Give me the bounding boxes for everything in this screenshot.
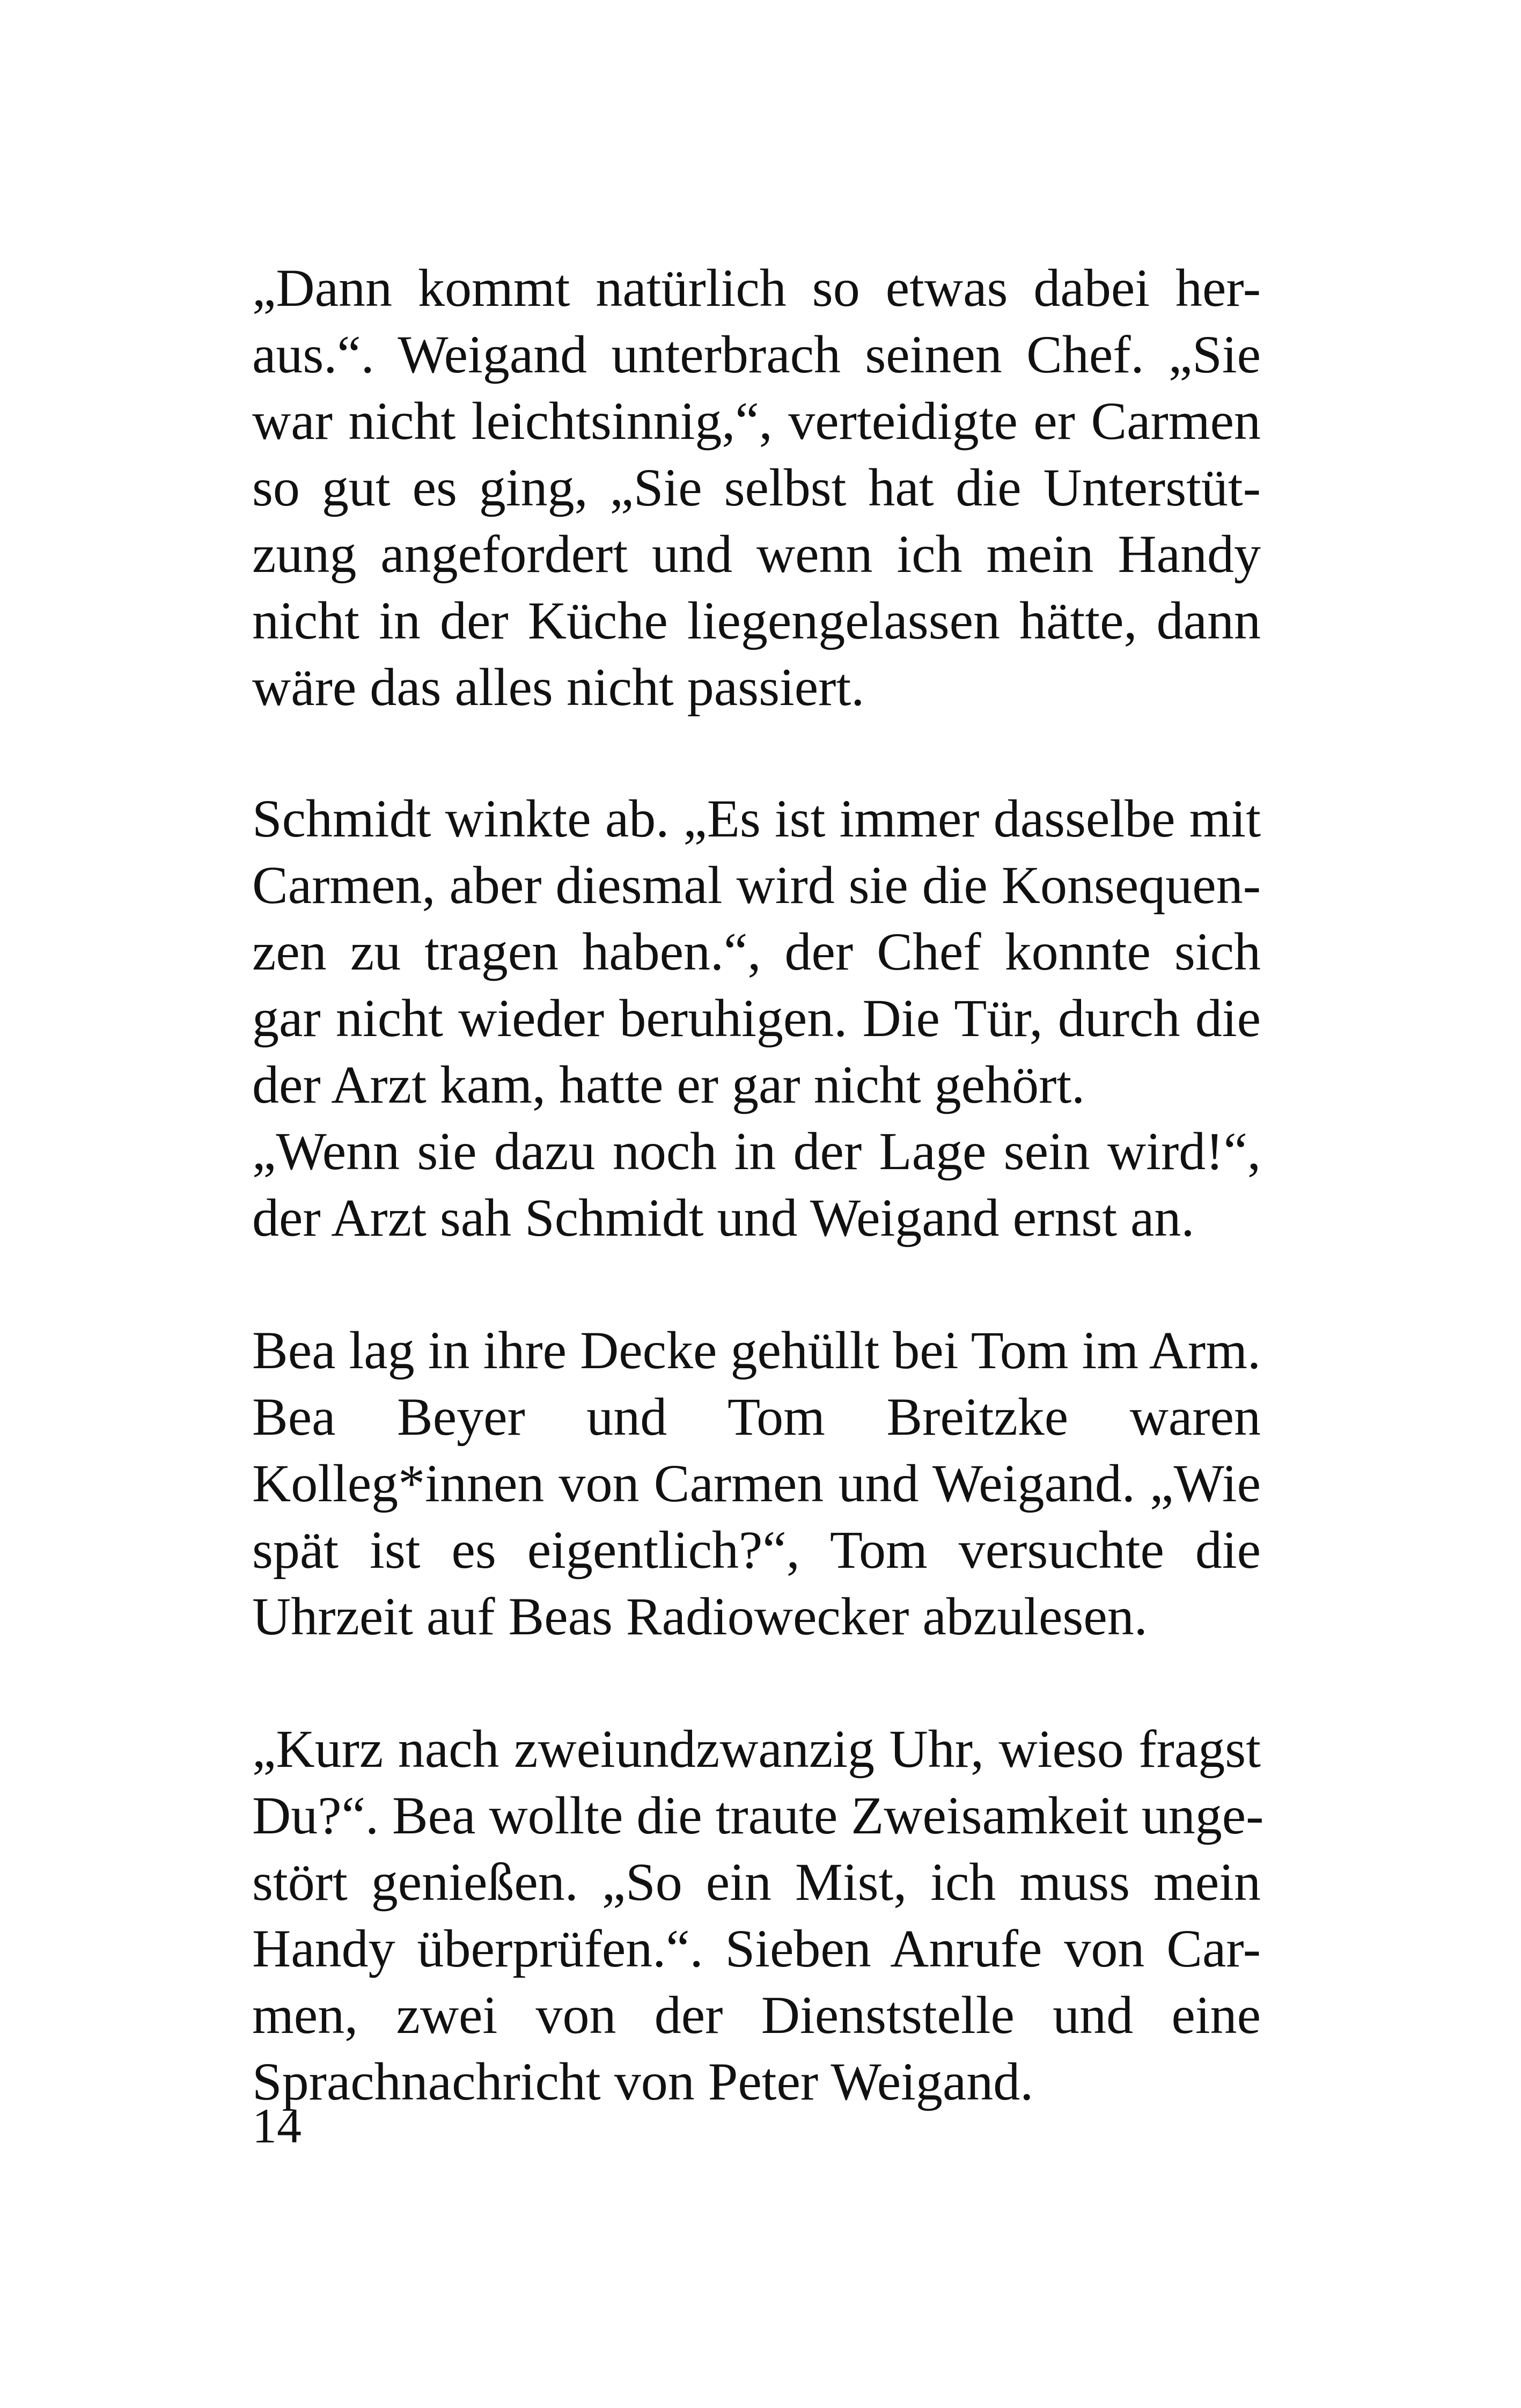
text-line: Carmen, aber diesmal wird sie die Konsequen- <box>252 855 1261 915</box>
text-line: gar nicht wieder beruhigen. Die Tür, durch die <box>252 988 1261 1048</box>
text-line: Handy überprüfen.“. Sieben Anrufe von Car- <box>252 1919 1261 1978</box>
text-line: war nicht leichtsinnig,“, verteidigte er Carmen <box>252 391 1261 451</box>
text-line: men, zwei von der Dienststelle und eine <box>252 1985 1261 2045</box>
text-line: der Arzt sah Schmidt und Weigand ernst an. <box>252 1188 1195 1247</box>
text-line: zung angefordert und wenn ich mein Handy <box>252 524 1261 584</box>
text-line: stört genießen. „So ein Mist, ich muss mein <box>252 1852 1261 1912</box>
text-line: der Arzt kam, hatte er gar nicht gehört. <box>252 1055 1085 1114</box>
text-line: nicht in der Küche liegengelassen hätte, dann <box>252 591 1261 650</box>
text-line: zen zu tragen haben.“, der Chef konnte sich <box>252 922 1261 981</box>
text-line: aus.“. Weigand unterbrach seinen Chef. „Sie <box>252 325 1261 384</box>
text-line: wäre das alles nicht passiert. <box>252 657 865 717</box>
text-line: Schmidt winkte ab. „Es ist immer dasselbe mit <box>252 789 1261 848</box>
text-line: Bea lag in ihre Decke gehüllt bei Tom im Arm. <box>252 1320 1261 1380</box>
text-line: Uhrzeit auf Beas Radiowecker abzulesen. <box>252 1587 1148 1646</box>
text-line: „Dann kommt natürlich so etwas dabei her- <box>252 258 1261 318</box>
text-line: Bea Beyer und Tom Breitzke waren <box>252 1387 1261 1447</box>
text-line: Du?“. Bea wollte die traute Zweisamkeit unge- <box>252 1786 1264 1845</box>
text-line: Kolleg*innen von Carmen und Weigand. „Wie <box>252 1453 1261 1513</box>
page-number: 14 <box>252 2098 302 2153</box>
text-line: spät ist es eigentlich?“, Tom versuchte die <box>252 1520 1261 1580</box>
text-line: „Kurz nach zweiundzwanzig Uhr, wieso fragst <box>252 1719 1261 1779</box>
text-line: „Wenn sie dazu noch in der Lage sein wird!“, <box>252 1121 1261 1181</box>
text-line: Sprachnachricht von Peter Weigand. <box>252 2052 1034 2111</box>
text-line: so gut es ging, „Sie selbst hat die Unterstüt- <box>252 458 1261 517</box>
